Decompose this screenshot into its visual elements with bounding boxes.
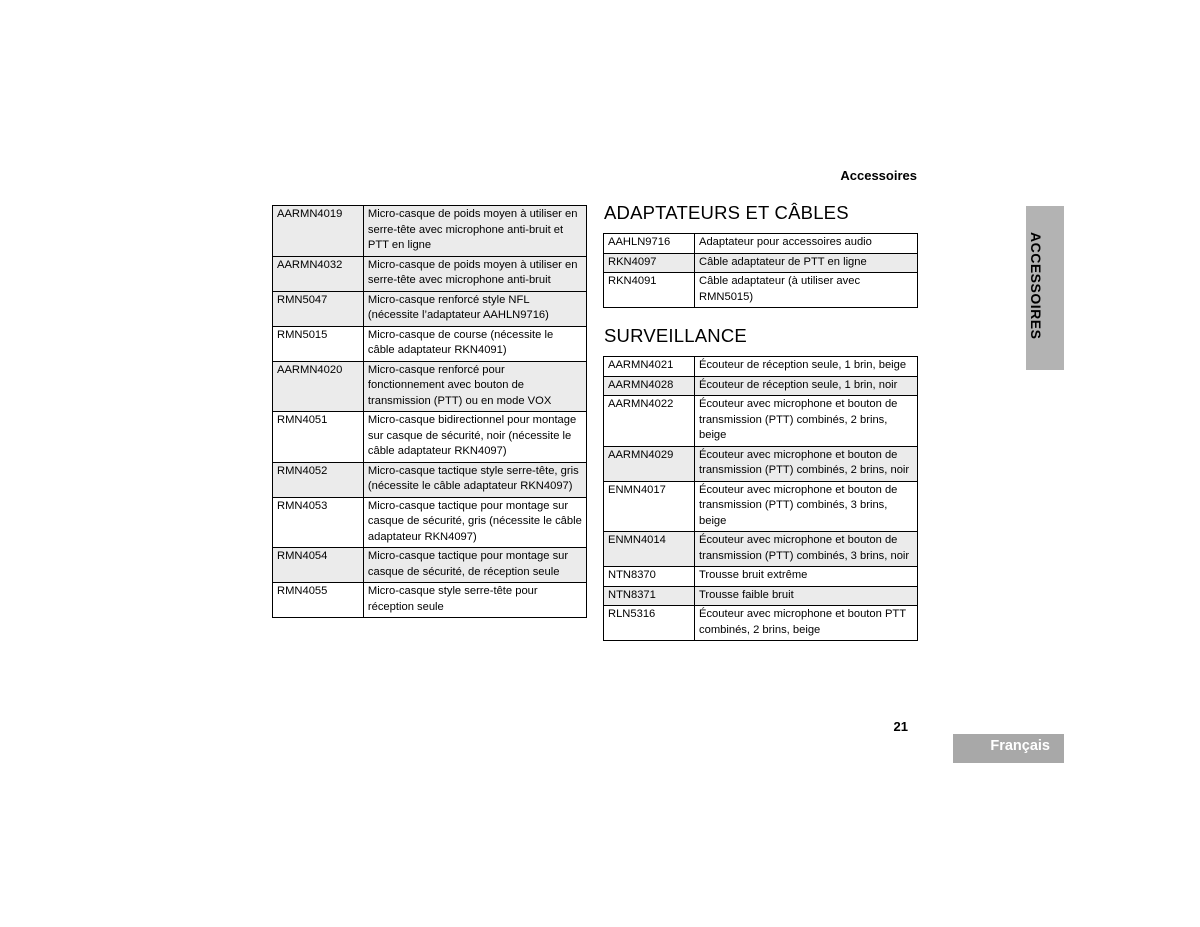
part-description: Écouteur de réception seule, 1 brin, noir [695,376,918,396]
part-description: Micro-casque de poids moyen à utiliser en serre-tête avec microphone anti-bruit [363,256,586,291]
part-number: AARMN4022 [604,396,695,447]
part-number: RMN4052 [273,462,364,497]
table-row [604,396,918,447]
surveillance-table [603,356,918,641]
table-row [604,532,918,567]
language-tab [953,734,1064,763]
section-heading-surveillance: SURVEILLANCE [604,325,747,346]
part-description: Écouteur avec microphone et bouton de transmission (PTT) combinés, 2 brins, noir [695,446,918,481]
part-number: AARMN4029 [604,446,695,481]
chapter-side-tab-label: ACCESSOIRES [1028,232,1044,340]
headsets-table [272,205,587,618]
table-row [604,586,918,606]
table-row [273,361,587,412]
table-row [273,548,587,583]
part-description: Micro-casque style serre-tête pour réception seule [363,583,586,618]
table-row [604,357,918,377]
part-number: NTN8371 [604,586,695,606]
table-row [273,462,587,497]
table-row [273,256,587,291]
part-number: AARMN4021 [604,357,695,377]
part-description: Écouteur de réception seule, 1 brin, beige [695,357,918,377]
table-row [273,291,587,326]
part-description: Micro-casque de course (nécessite le câble adaptateur RKN4091) [363,326,586,361]
page-number: 21 [893,719,908,734]
part-description: Écouteur avec microphone et bouton de transmission (PTT) combinés, 3 brins, beige [695,481,918,532]
part-number: ENMN4017 [604,481,695,532]
part-description: Câble adaptateur (à utiliser avec RMN5015) [695,273,918,308]
chapter-side-tab [1026,206,1064,370]
table-row [273,206,587,257]
part-number: RMN4053 [273,497,364,548]
part-description: Adaptateur pour accessoires audio [695,234,918,254]
part-number: AAHLN9716 [604,234,695,254]
part-description: Micro-casque renforcé style NFL (nécessite l’adaptateur AAHLN9716) [363,291,586,326]
part-number: RMN4055 [273,583,364,618]
part-description: Micro-casque de poids moyen à utiliser en serre-tête avec microphone anti-bruit et PTT en ligne [363,206,586,257]
table-row [273,412,587,463]
part-number: RMN4054 [273,548,364,583]
part-number: NTN8370 [604,567,695,587]
part-description: Micro-casque tactique style serre-tête, gris (nécessite le câble adaptateur RKN4097) [363,462,586,497]
table-row [604,234,918,254]
table-row [604,273,918,308]
part-number: AARMN4020 [273,361,364,412]
part-description: Micro-casque renforcé pour fonctionnement avec bouton de transmission (PTT) ou en mode VOX [363,361,586,412]
adapters-table [603,233,918,308]
table-row [273,326,587,361]
part-description: Trousse faible bruit [695,586,918,606]
part-description: Micro-casque tactique pour montage sur casque de sécurité, de réception seule [363,548,586,583]
table-row [604,567,918,587]
part-description: Micro-casque tactique pour montage sur casque de sécurité, gris (nécessite le câble adaptateur RKN4097) [363,497,586,548]
part-number: RKN4091 [604,273,695,308]
part-number: RKN4097 [604,253,695,273]
part-description: Micro-casque bidirectionnel pour montage sur casque de sécurité, noir (nécessite le câble adaptateur RKN4097) [363,412,586,463]
part-number: RMN4051 [273,412,364,463]
section-heading-adapters: ADAPTATEURS ET CÂBLES [604,202,849,223]
part-number: AARMN4032 [273,256,364,291]
table-row [604,253,918,273]
part-number: ENMN4014 [604,532,695,567]
part-description: Écouteur avec microphone et bouton de transmission (PTT) combinés, 3 brins, noir [695,532,918,567]
table-row [604,606,918,641]
running-header-title: Accessoires [840,168,917,183]
table-row [273,497,587,548]
table-row [604,446,918,481]
table-row [273,583,587,618]
part-number: RLN5316 [604,606,695,641]
table-row [604,481,918,532]
part-description: Câble adaptateur de PTT en ligne [695,253,918,273]
part-description: Écouteur avec microphone et bouton PTT combinés, 2 brins, beige [695,606,918,641]
part-description: Écouteur avec microphone et bouton de transmission (PTT) combinés, 2 brins, beige [695,396,918,447]
part-number: RMN5015 [273,326,364,361]
part-number: AARMN4019 [273,206,364,257]
part-description: Trousse bruit extrême [695,567,918,587]
part-number: RMN5047 [273,291,364,326]
language-tab-label: Français [990,738,1050,754]
table-row [604,376,918,396]
part-number: AARMN4028 [604,376,695,396]
